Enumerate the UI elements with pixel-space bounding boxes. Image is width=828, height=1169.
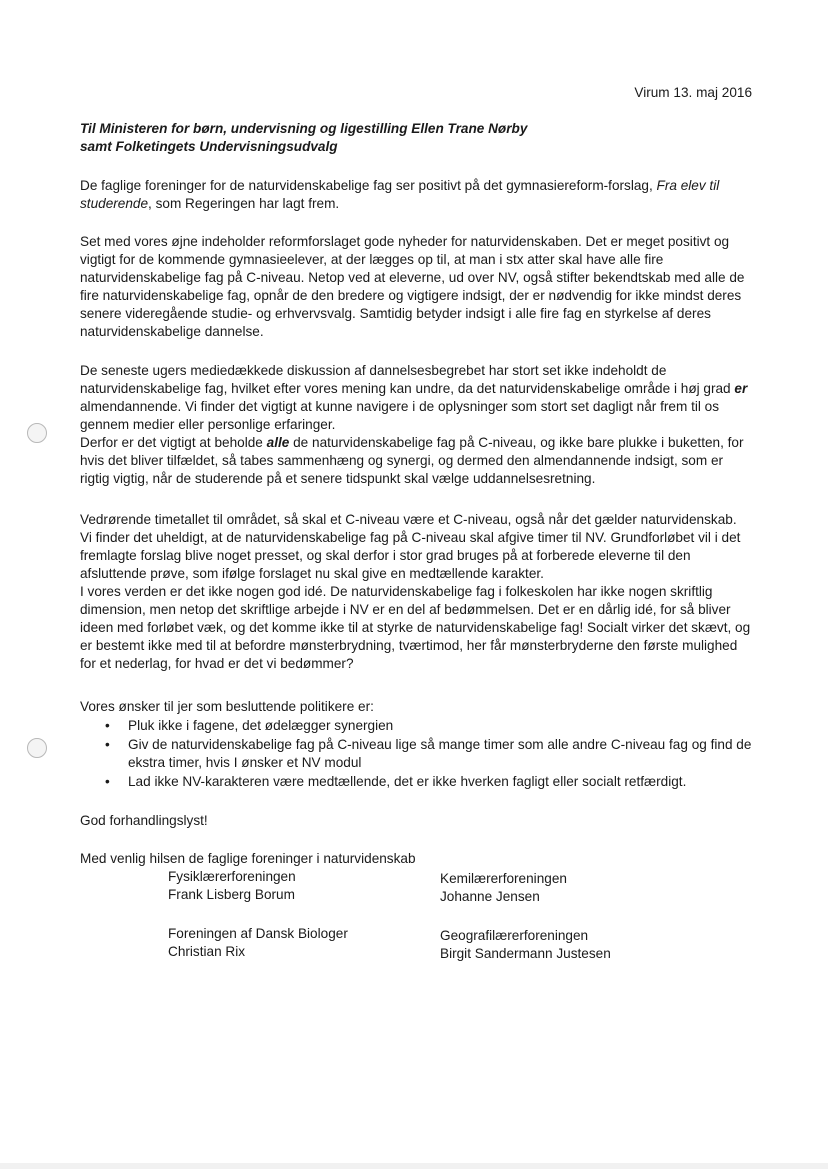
signatory-name: Johanne Jensen (440, 889, 540, 904)
list-item-text: Lad ikke NV-karakteren være medtællende, det er ikke hverken fagligt eller socialt retfærdigt. (128, 774, 687, 789)
bullet-icon: • (105, 774, 110, 789)
wishes-intro: Vores ønsker til jer som besluttende politikere er: (80, 699, 374, 714)
intro-paragraph (80, 177, 752, 213)
paragraph-text: Derfor er det vigtigt at beholde (80, 435, 267, 450)
regards-line: Med venlig hilsen de faglige foreninger i naturvidenskab (80, 851, 416, 866)
paragraph-text: almendannende. Vi finder det vigtigt at kunne navigere i de oplysninger som stort set dagligt når frem til os gennem medier eller personlige erfaringer. (80, 399, 720, 432)
paragraph-lesson-hours (80, 511, 752, 673)
page-bottom-edge (0, 1163, 828, 1169)
signatory-org: Kemilærerforeningen (440, 871, 567, 886)
emphasis-text: er (734, 381, 748, 396)
paragraph-education-debate (80, 362, 752, 488)
punch-hole-icon (27, 738, 47, 758)
paragraph-text: De seneste ugers mediedækkede diskussion af dannelsesbegrebet har stort set ikke indeholdt de naturvidenskabelige fag, hvilket efter vores mening kan undre, da det naturvidenskabelige område i høj grad (80, 363, 735, 396)
paragraph-reform-news: Set med vores øjne indeholder reformforslaget gode nyheder for naturvidenskaben. Det er meget positivt og vigtigt for de kommende gymnasieelever, at der lægges op til, at man i stx atter skal have alle fire naturvidenskabelige fag på C-niveau. Netop ved at eleverne, ud over NV, også stifter bekendtskab med alle de fire naturvidenskabelige fag, opnår de den bredere og vigtigere indsigt, der er nødvendig for ikke mindst deres senere videregående studie- og erhvervsvalg. Samtidig betyder indsigt i alle fire fag en styrkelse af deres naturvidenskabelige dannelse. (80, 234, 745, 339)
signatory-block (440, 870, 567, 906)
signatory-name: Christian Rix (168, 944, 246, 959)
intro-text: De faglige foreninger for de naturvidenskabelige fag ser positivt på det gymnasiereform-forslag, (80, 178, 657, 193)
signatory-org: Geografilærerforeningen (440, 928, 589, 943)
list-item (80, 717, 752, 735)
signatory-name: Birgit Sandermann Justesen (440, 946, 611, 961)
closing-greeting: God forhandlingslyst! (80, 813, 208, 828)
bullet-icon: • (105, 737, 110, 752)
signatory-block (440, 927, 611, 963)
list-item (80, 773, 752, 791)
list-item-text: Giv de naturvidenskabelige fag på C-niveau lige så mange timer som alle andre C-niveau fag og find de ekstra timer, hvis I ønsker et NV modul (128, 737, 752, 770)
signatory-name: Frank Lisberg Borum (168, 887, 295, 902)
list-item-text: Pluk ikke i fagene, det ødelægger synergien (128, 718, 394, 733)
letter-date: Virum 13. maj 2016 (634, 85, 752, 100)
list-item (80, 736, 752, 772)
intro-text: , som Regeringen har lagt frem. (148, 196, 340, 211)
proposal-title: Fra elev til studerende (80, 178, 720, 211)
recipients-block (80, 120, 527, 156)
bullet-icon: • (105, 718, 110, 733)
paragraph-text: I vores verden er det ikke nogen god idé. De naturvidenskabelige fag i folkeskolen har ikke nogen skriftlig dimension, men netop det skriftlige arbejde i NV er en del af bedømmelsen. Det er en dårlig idé, for så bliver ideen med forløbet væk, og det komme ikke til at styrke de naturvidenskabelige fag! Socialt virker det skævt, og er bestemt ikke med til at befordre mønsterbrydning, tværtimod, her får mønsterbryderne den første mulighed for et nederlag, for hvad er det vi bedømmer? (80, 584, 751, 671)
punch-hole-icon (27, 423, 47, 443)
emphasis-text: alle (266, 435, 290, 450)
paragraph-text: Vedrørende timetallet til området, så skal et C-niveau være et C-niveau, også når det gælder naturvidenskab. Vi finder det uheldigt, at de naturvidenskabelige fag på C-niveau skal afgive timer til NV. Grundforløbet vil i det fremlagte forslag blive noget presset, og skal derfor i stor grad bruges på at forberede eleverne til den afsluttende prøve, som ifølge forslaget nu skal give en medtællende karakter. (80, 512, 741, 581)
recipient-line: samt Folketingets Undervisningsudvalg (80, 139, 338, 154)
paragraph-text: de naturvidenskabelige fag på C-niveau, og ikke bare plukke i buketten, for hvis det bliver tilfældet, så tabes sammenhæng og synergi, og dermed den almendannende indsigt, som er rigtig vigtig, når de studerende på et senere tidspunkt skal vælge uddannelsesretning. (80, 435, 744, 486)
signatory-org: Fysiklærerforeningen (168, 869, 296, 884)
signatory-block (168, 868, 296, 904)
recipient-line: Til Ministeren for børn, undervisning og ligestilling Ellen Trane Nørby (80, 121, 528, 136)
wishes-list (80, 717, 752, 792)
signatory-org: Foreningen af Dansk Biologer (168, 926, 348, 941)
signatory-block (168, 925, 348, 961)
